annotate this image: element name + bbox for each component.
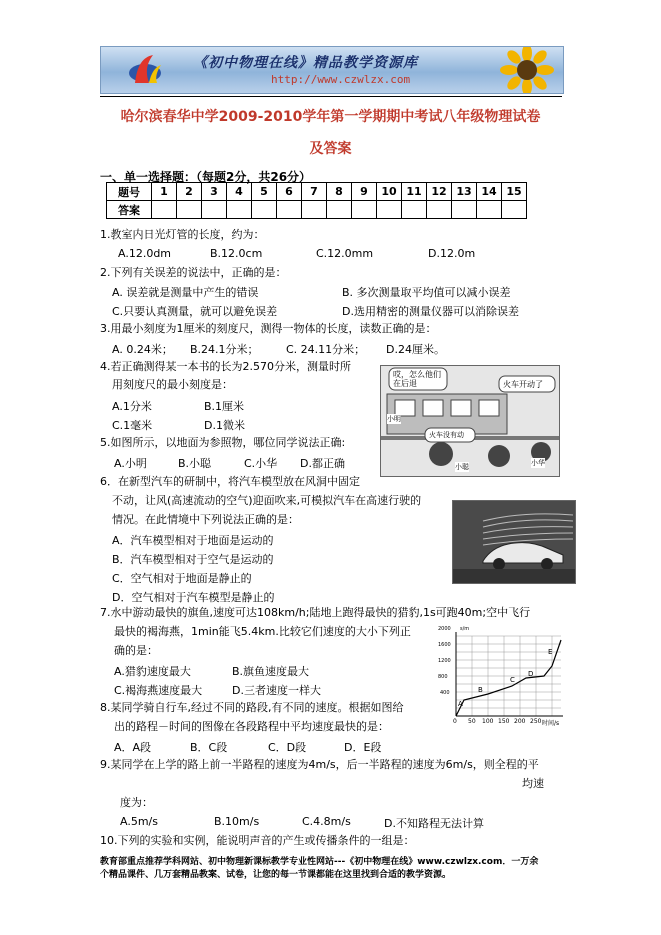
question-6: 6．在新型汽车的研制中，将汽车模型放在风洞中固定 bbox=[100, 475, 360, 488]
answer-cell[interactable] bbox=[252, 201, 277, 219]
question-number-cell: 2 bbox=[177, 183, 202, 201]
q9-option-b: B.10m/s bbox=[214, 815, 260, 828]
q3-option-b: B.24.1分米； bbox=[190, 343, 259, 356]
table-header-cell: 答案 bbox=[107, 201, 152, 219]
footer-line-1: 教育部重点推荐学科网站、初中物理新课标教学专业性网站---《初中物理在线》www.czwlzx.com．一万余 bbox=[100, 857, 539, 867]
answer-cell[interactable] bbox=[177, 201, 202, 219]
q3-option-c: C. 24.11分米； bbox=[286, 343, 366, 356]
answer-cell[interactable] bbox=[327, 201, 352, 219]
train-cartoon-figure bbox=[380, 365, 560, 477]
answer-cell[interactable] bbox=[202, 201, 227, 219]
question-9: 9.某同学在上学的路上前一半路程的速度为4m/s，后一半路程的速度为6m/s，则全程的平 bbox=[100, 758, 539, 771]
q9-option-d: D.不知路程无法计算 bbox=[384, 817, 484, 830]
q6-option-b: B．汽车模型相对于空气是运动的 bbox=[112, 553, 274, 566]
question-4-cont: 用刻度尺的最小刻度是： bbox=[112, 378, 233, 391]
answer-cell[interactable] bbox=[402, 201, 427, 219]
q6-option-a: A．汽车模型相对于地面是运动的 bbox=[112, 534, 274, 547]
q4-option-a: A.1分米 bbox=[112, 400, 152, 413]
document-title-line2: 及答案 bbox=[309, 141, 352, 157]
table-row bbox=[107, 183, 527, 201]
question-number-cell: 15 bbox=[502, 183, 527, 201]
question-3: 3.用最小刻度为1厘米的刻度尺，测得一物体的长度，读数正确的是： bbox=[100, 322, 437, 335]
graph-segment-label: B bbox=[478, 686, 483, 694]
section-heading: 一、单一选择题：（每题2分，共26分） bbox=[100, 170, 312, 184]
q3-option-d: D.24厘米。 bbox=[386, 343, 445, 356]
graph-x-tick: 200 bbox=[514, 718, 526, 725]
cartoon-label-xiaoming: 小明 bbox=[387, 415, 401, 423]
answer-table bbox=[106, 182, 527, 219]
q2-option-b: B. 多次测量取平均值可以减小误差 bbox=[342, 286, 511, 299]
table-header-cell: 题号 bbox=[107, 183, 152, 201]
q4-option-b: B.1厘米 bbox=[204, 400, 245, 413]
question-number-cell: 3 bbox=[202, 183, 227, 201]
question-number-cell: 13 bbox=[452, 183, 477, 201]
q7-option-b: B.旗鱼速度最大 bbox=[232, 665, 310, 678]
answer-cell[interactable] bbox=[277, 201, 302, 219]
question-number-cell: 5 bbox=[252, 183, 277, 201]
q3-option-a: A. 0.24米； bbox=[112, 343, 173, 356]
question-number-cell: 9 bbox=[352, 183, 377, 201]
q5-option-a: A.小明 bbox=[114, 457, 147, 470]
question-5: 5.如图所示，以地面为参照物，哪位同学说法正确: bbox=[100, 436, 346, 449]
q8-option-a: A．A段 bbox=[114, 741, 152, 754]
question-6-cont-1: 不动，让风(高速流动的空气)迎面吹来,可模拟汽车在高速行驶的 bbox=[112, 494, 422, 507]
banner-title: 《初中物理在线》精品教学资源库 bbox=[193, 55, 418, 71]
question-number-cell: 11 bbox=[402, 183, 427, 201]
answer-cell[interactable] bbox=[302, 201, 327, 219]
graph-x-tick: 50 bbox=[468, 718, 476, 725]
graph-segment-label: A bbox=[458, 700, 463, 708]
q7-option-d: D.三者速度一样大 bbox=[232, 684, 321, 697]
q9-option-c: C.4.8m/s bbox=[302, 815, 351, 828]
cartoon-bubble-3: 火车没有动 bbox=[429, 431, 464, 439]
q2-option-c: C.只要认真测量，就可以避免误差 bbox=[112, 305, 278, 318]
sunflower-icon bbox=[497, 47, 557, 93]
footer-line-2: 个精品课件、几万套精品教案、试卷，让您的每一节课都能在这里找到合适的教学资源。 bbox=[100, 870, 452, 880]
question-10: 10.下列的实验和实例，能说明声音的产生或传播条件的一组是： bbox=[100, 834, 415, 847]
q6-option-c: C．空气相对于地面是静止的 bbox=[112, 572, 252, 585]
question-number-cell: 4 bbox=[227, 183, 252, 201]
q5-option-d: D.都正确 bbox=[300, 457, 345, 470]
q1-option-c: C.12.0mm bbox=[316, 247, 374, 260]
q7-option-c: C.褐海燕速度最大 bbox=[114, 684, 203, 697]
question-9-cont: 度为： bbox=[120, 796, 153, 809]
answer-cell[interactable] bbox=[152, 201, 177, 219]
graph-y-tick: 1200 bbox=[438, 658, 451, 664]
q7-option-a: A.猎豹速度最大 bbox=[114, 665, 191, 678]
graph-x-unit: 时间/s bbox=[542, 720, 560, 727]
graph-y-tick: 2000 bbox=[438, 626, 451, 632]
question-4: 4.若正确测得某一本书的长为2.570分米，测量时所 bbox=[100, 360, 351, 373]
q8-option-c: C．D段 bbox=[268, 741, 307, 754]
document-title: 哈尔滨春华中学2009-2010学年第一学期期中考试八年级物理试卷 bbox=[120, 109, 541, 125]
wind-tunnel-photo bbox=[452, 500, 576, 584]
graph-x-tick: 100 bbox=[482, 718, 494, 725]
header-banner bbox=[100, 46, 564, 94]
question-number-cell: 6 bbox=[277, 183, 302, 201]
answer-cell[interactable] bbox=[477, 201, 502, 219]
q2-option-d: D.选用精密的测量仪器可以消除误差 bbox=[342, 305, 519, 318]
cartoon-label-xiaohua: 小华 bbox=[531, 459, 545, 467]
graph-y-tick: 400 bbox=[440, 690, 450, 696]
answer-cell[interactable] bbox=[227, 201, 252, 219]
cartoon-bubble-1: 哎，怎么他们在后退 bbox=[393, 370, 441, 388]
question-2: 2.下列有关误差的说法中，正确的是： bbox=[100, 266, 287, 279]
graph-x-tick: 0 bbox=[453, 718, 457, 725]
question-6-cont-2: 情况。在此情境中下列说法正确的是： bbox=[112, 513, 299, 526]
answer-cell[interactable] bbox=[452, 201, 477, 219]
graph-segment-label: C bbox=[510, 676, 515, 684]
question-number-cell: 10 bbox=[377, 183, 402, 201]
question-9-wrap: 均速 bbox=[522, 777, 544, 790]
q8-option-b: B．C段 bbox=[190, 741, 228, 754]
question-number-cell: 1 bbox=[152, 183, 177, 201]
graph-y-tick: 800 bbox=[438, 674, 448, 680]
graph-svg bbox=[436, 626, 566, 732]
site-logo-icon bbox=[127, 53, 163, 87]
answer-cell[interactable] bbox=[377, 201, 402, 219]
question-number-cell: 7 bbox=[302, 183, 327, 201]
question-number-cell: 12 bbox=[427, 183, 452, 201]
cartoon-bubble-2: 火车开动了 bbox=[503, 380, 543, 389]
header-divider bbox=[100, 96, 562, 97]
q5-option-b: B.小聪 bbox=[178, 457, 212, 470]
question-7-cont-2: 确的是： bbox=[114, 644, 158, 657]
question-7-cont-1: 最快的褐海燕，1min能飞5.4km.比较它们速度的大小下列正 bbox=[114, 625, 411, 638]
graph-y-unit: s/m bbox=[460, 626, 470, 632]
answer-cell[interactable] bbox=[427, 201, 452, 219]
page-footer bbox=[100, 856, 562, 882]
question-8: 8.某同学骑自行车,经过不同的路段,有不同的速度。根据如图给 bbox=[100, 701, 404, 714]
q2-option-a: A. 误差就是测量中产生的错误 bbox=[112, 286, 259, 299]
car-model-icon bbox=[453, 501, 575, 583]
question-number-cell: 8 bbox=[327, 183, 352, 201]
q4-option-c: C.1毫米 bbox=[112, 419, 153, 432]
graph-segment-label: D bbox=[528, 670, 534, 678]
q1-option-a: A.12.0dm bbox=[118, 247, 172, 260]
cartoon-label-xiaocong: 小聪 bbox=[455, 463, 469, 471]
question-number-cell: 14 bbox=[477, 183, 502, 201]
banner-url: http://www.czwlzx.com bbox=[271, 73, 411, 86]
answer-cell[interactable] bbox=[352, 201, 377, 219]
q1-option-b: B.12.0cm bbox=[210, 247, 263, 260]
table-row bbox=[107, 201, 527, 219]
answer-cell[interactable] bbox=[502, 201, 527, 219]
graph-x-tick: 250 bbox=[530, 718, 542, 725]
question-7: 7.水中游动最快的旗鱼,速度可达108km/h;陆地上跑得最快的猎豹,1s可跑40m;空中飞行 bbox=[100, 606, 531, 619]
q6-option-d: D．空气相对于汽车模型是静止的 bbox=[112, 591, 275, 604]
graph-x-tick: 150 bbox=[498, 718, 510, 725]
question-1: 1.教室内日光灯管的长度，约为： bbox=[100, 228, 265, 241]
distance-time-graph bbox=[436, 626, 566, 732]
q4-option-d: D.1微米 bbox=[204, 419, 245, 432]
question-8-cont: 出的路程－时间的图像在各段路程中平均速度最快的是： bbox=[114, 720, 389, 733]
q8-option-d: D．E段 bbox=[344, 741, 382, 754]
q5-option-c: C.小华 bbox=[244, 457, 278, 470]
q9-option-a: A.5m/s bbox=[120, 815, 158, 828]
graph-segment-label: E bbox=[548, 648, 553, 656]
q1-option-d: D.12.0m bbox=[428, 247, 476, 260]
graph-y-tick: 1600 bbox=[438, 642, 451, 648]
